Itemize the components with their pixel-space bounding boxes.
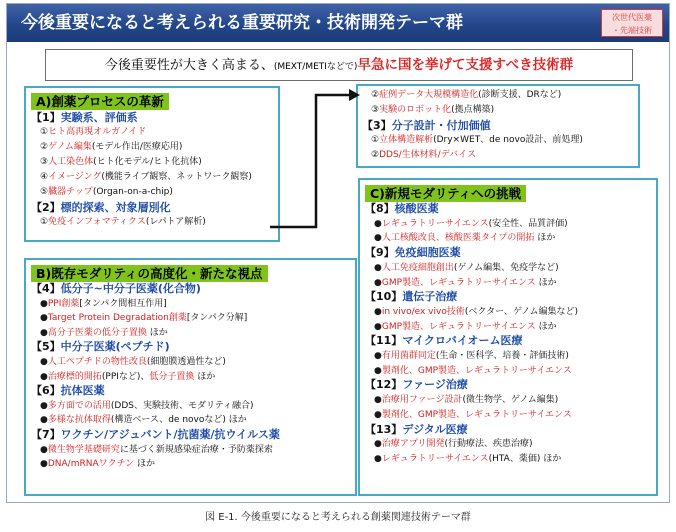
text-segment: (行動療法、疾患治療) bbox=[444, 439, 533, 450]
section-a-continued-box bbox=[356, 84, 640, 168]
text-segment: 【12】 bbox=[365, 378, 403, 392]
text-segment: 標的探索、対象層別化 bbox=[60, 201, 171, 214]
text-segment: ゲノム編集 bbox=[48, 142, 92, 152]
text-segment: in vivo/ex vivo技術 bbox=[381, 306, 465, 317]
seal-line-1: 次世代医薬 bbox=[612, 13, 652, 22]
category-heading bbox=[31, 200, 273, 215]
text-segment: ② bbox=[371, 150, 380, 160]
text-segment: ほか bbox=[534, 233, 556, 244]
text-segment: (DDS、実験技術、モダリティ融合) bbox=[110, 400, 254, 411]
text-segment: (診断支援、DRなど) bbox=[478, 90, 562, 100]
list-item bbox=[31, 311, 350, 326]
text-segment: ● bbox=[40, 298, 48, 309]
text-segment: ファージ治療 bbox=[402, 378, 468, 392]
section-b-box bbox=[24, 258, 357, 496]
text-segment: 多様な抗体取得 bbox=[47, 415, 111, 426]
list-item bbox=[31, 215, 273, 230]
category-heading bbox=[362, 118, 634, 133]
subtitle-emphasis: 早急に国を挙げて支援すべき技術群 bbox=[357, 57, 574, 73]
text-segment: ● bbox=[374, 365, 382, 376]
text-segment: に基づく新規感染症治療・予防薬探索 bbox=[119, 444, 273, 455]
list-item bbox=[31, 125, 273, 140]
list-item bbox=[365, 452, 651, 467]
category-heading bbox=[31, 340, 350, 355]
category-heading bbox=[31, 384, 350, 399]
text-segment: 実験のロボット化 bbox=[379, 105, 452, 115]
text-segment: 有用菌群同定 bbox=[381, 351, 436, 362]
text-segment: 低分子置換 bbox=[149, 371, 195, 382]
text-segment: 臓器チップ bbox=[48, 187, 93, 197]
text-segment: ① bbox=[371, 135, 380, 145]
category-heading bbox=[31, 428, 350, 443]
text-segment: 免疫細胞医薬 bbox=[394, 246, 461, 260]
text-segment: ② bbox=[40, 142, 49, 152]
text-segment: 実験系、評価系 bbox=[60, 111, 138, 124]
text-segment: ● bbox=[40, 313, 48, 324]
text-segment: (モデル作出/医療応用) bbox=[91, 142, 183, 152]
category-heading bbox=[31, 110, 273, 125]
subtitle-note: (MEXT/METIなどで) bbox=[273, 62, 358, 72]
list-item bbox=[31, 140, 273, 155]
list-item bbox=[31, 170, 273, 185]
text-segment: ④ bbox=[40, 172, 49, 182]
text-segment: ② bbox=[371, 90, 380, 100]
text-segment: 微生物学基礎研究 bbox=[47, 444, 120, 455]
list-item bbox=[31, 185, 273, 200]
text-segment: ほか bbox=[146, 327, 168, 338]
text-segment: ほか bbox=[134, 459, 156, 470]
text-segment: (レパトア解析) bbox=[145, 217, 206, 227]
text-segment: (ヒト化モデル/ヒト化抗体) bbox=[93, 157, 202, 167]
list-item bbox=[365, 217, 651, 232]
text-segment: DNA/mRNAワクチン bbox=[47, 459, 135, 470]
list-item bbox=[31, 297, 350, 312]
section-a-lines bbox=[31, 110, 273, 230]
text-segment: (ゲノム編集、免疫学など) bbox=[453, 262, 559, 273]
category-heading bbox=[31, 282, 350, 297]
text-segment: GMP製造、レギュラトリーサイエンス bbox=[381, 277, 536, 288]
text-segment: (生命・医科学、培養・評価技術) bbox=[435, 351, 569, 362]
text-segment: 免疫インフォマティクス bbox=[48, 217, 146, 227]
list-item bbox=[31, 443, 350, 458]
text-segment: ● bbox=[374, 262, 382, 273]
list-item bbox=[365, 393, 651, 408]
text-segment: ● bbox=[40, 459, 48, 470]
text-segment: ● bbox=[40, 444, 48, 455]
subtitle-text: 今後重要性が大きく高まる、 bbox=[104, 58, 274, 73]
list-item bbox=[362, 103, 634, 118]
text-segment: ● bbox=[40, 371, 48, 382]
section-c-title: C)新規モダリティへの挑戦 bbox=[365, 185, 526, 202]
text-segment: 立体構造解析 bbox=[379, 135, 434, 145]
text-segment: 製剤化、GMP製造、レギュラトリーサイエンス bbox=[381, 409, 572, 420]
text-segment: ● bbox=[40, 400, 48, 411]
text-segment: (PPIなど)、 bbox=[101, 371, 150, 382]
text-segment: ● bbox=[40, 415, 48, 426]
section-b-lines bbox=[31, 282, 350, 472]
category-heading bbox=[365, 378, 651, 393]
section-a-box bbox=[24, 86, 280, 242]
text-segment: 症例データ大規模構造化 bbox=[379, 90, 479, 100]
text-segment: [タンパク分解] bbox=[186, 313, 248, 324]
text-segment: ● bbox=[374, 439, 382, 450]
text-segment: ● bbox=[374, 321, 382, 332]
text-segment: 製剤化、GMP製造、レギュラトリーサイエンス bbox=[381, 365, 572, 376]
text-segment: ● bbox=[374, 453, 382, 464]
text-segment: 【6】 bbox=[31, 384, 61, 398]
text-segment: 高分子医薬の低分子置換 bbox=[47, 327, 147, 338]
list-item bbox=[365, 408, 651, 423]
text-segment: 人工染色体 bbox=[48, 157, 94, 167]
text-segment: 分子設計・付加価値 bbox=[391, 119, 491, 132]
text-segment: ● bbox=[374, 409, 382, 420]
text-segment: ③ bbox=[40, 157, 49, 167]
text-segment: (ベクター、ゲノム編集など) bbox=[464, 306, 579, 317]
seal-stamp bbox=[601, 9, 663, 37]
text-segment: ● bbox=[374, 395, 382, 406]
list-item bbox=[365, 364, 651, 379]
text-segment: ● bbox=[374, 277, 382, 288]
text-segment: 治療標的開拓 bbox=[47, 371, 102, 382]
list-item bbox=[31, 370, 350, 385]
text-segment: 人工核酸改良、核酸医薬タイプの開拓 bbox=[381, 233, 535, 244]
section-b-title: B)既存モダリティの高度化・新たな視点 bbox=[31, 265, 268, 282]
seal-line-2: ・先端技術 bbox=[612, 26, 652, 35]
list-item bbox=[362, 88, 634, 103]
text-segment: 低分子~中分子医薬(化合物) bbox=[60, 282, 201, 295]
text-segment: 中分子医薬(ペプチド) bbox=[60, 340, 170, 354]
list-item bbox=[365, 320, 651, 335]
text-segment: (HTA、薬価) ほか bbox=[488, 453, 562, 464]
category-heading bbox=[365, 334, 651, 349]
text-segment: PPI創薬 bbox=[47, 298, 80, 309]
text-segment: (細胞膜透過性など) bbox=[146, 356, 226, 367]
text-segment: 治療アプリ開発 bbox=[381, 439, 445, 450]
list-item bbox=[365, 305, 651, 320]
text-segment: ほか bbox=[194, 371, 216, 382]
text-segment: 【8】 bbox=[365, 202, 395, 215]
text-segment: ほか bbox=[535, 321, 557, 332]
text-segment: ほか bbox=[535, 277, 557, 288]
text-segment: (微生物学、ゲノム編集) bbox=[462, 395, 559, 406]
text-segment: ③ bbox=[371, 105, 380, 115]
text-segment: レギュラトリーサイエンス bbox=[381, 453, 489, 464]
text-segment: 遺伝子治療 bbox=[402, 290, 458, 304]
text-segment: (Organ-on-a-chip) bbox=[92, 187, 173, 197]
text-segment: ● bbox=[374, 351, 382, 362]
list-item bbox=[31, 457, 350, 472]
text-segment: ① bbox=[40, 127, 49, 137]
text-segment: GMP製造、レギュラトリーサイエンス bbox=[381, 321, 536, 332]
text-segment: マイクロバイオーム医療 bbox=[402, 334, 523, 348]
text-segment: 抗体医薬 bbox=[60, 384, 105, 398]
text-segment: 【5】 bbox=[31, 340, 61, 354]
text-segment: ● bbox=[40, 327, 48, 338]
banner-title: 今後重要になると考えられる重要研究・技術開発テーマ群 bbox=[7, 4, 669, 42]
section-c-box bbox=[358, 178, 658, 496]
text-segment: レギュラトリーサイエンス bbox=[381, 218, 489, 229]
subtitle-box bbox=[45, 49, 633, 81]
category-heading bbox=[365, 290, 651, 305]
text-segment: ⑤ bbox=[40, 187, 49, 197]
figure-caption: 図 E-1. 今後重要になると考えられる創薬関連技術テーマ群 bbox=[205, 512, 471, 523]
text-segment: 人工ペプチドの物性改良 bbox=[47, 356, 147, 367]
list-item bbox=[365, 276, 651, 291]
list-item bbox=[362, 133, 634, 148]
text-segment: 【3】 bbox=[362, 119, 392, 132]
list-item bbox=[31, 355, 350, 370]
list-item bbox=[362, 148, 634, 163]
text-segment: ● bbox=[374, 306, 382, 317]
text-segment: 人工免疫細胞創出 bbox=[381, 262, 454, 273]
text-segment: ① bbox=[40, 217, 49, 227]
text-segment: ワクチン/アジュバント/抗菌薬/抗ウイルス薬 bbox=[60, 427, 280, 441]
text-segment: 核酸医薬 bbox=[394, 202, 439, 215]
text-segment: (Dry×WET、de novo設計、前処理) bbox=[433, 135, 583, 145]
text-segment: [タンパク間相互作用] bbox=[79, 298, 167, 309]
text-segment: ● bbox=[374, 233, 382, 244]
text-segment: ● bbox=[40, 356, 48, 367]
text-segment: 多方面での活用 bbox=[47, 400, 111, 411]
text-segment: (構造ベース、de novoなど) ほか bbox=[110, 415, 247, 426]
text-segment: 【11】 bbox=[365, 334, 403, 348]
section-a-title: A)創薬プロセスの革新 bbox=[31, 93, 169, 110]
list-item bbox=[31, 155, 273, 170]
text-segment: Target Protein Degradation創薬 bbox=[47, 313, 187, 324]
list-item bbox=[31, 399, 350, 414]
list-item bbox=[31, 413, 350, 428]
text-segment: イメージング bbox=[48, 172, 102, 182]
list-item bbox=[365, 261, 651, 276]
section-a-continued-lines bbox=[362, 88, 634, 163]
text-segment: (拠点構築) bbox=[451, 105, 495, 115]
text-segment: ● bbox=[374, 218, 382, 229]
category-heading bbox=[365, 246, 651, 261]
text-segment: デジタル医療 bbox=[402, 422, 468, 436]
category-heading bbox=[365, 202, 651, 217]
text-segment: 【1】 bbox=[31, 111, 61, 124]
list-item bbox=[365, 437, 651, 452]
section-c-lines bbox=[365, 202, 651, 467]
text-segment: 【10】 bbox=[365, 290, 403, 304]
list-item bbox=[31, 326, 350, 341]
text-segment: 【2】 bbox=[31, 201, 61, 214]
text-segment: ヒト高再現オルガノイド bbox=[48, 127, 147, 137]
text-segment: 治療用ファージ設計 bbox=[381, 395, 463, 406]
text-segment: DDS/生体材料/デバイス bbox=[379, 150, 477, 160]
text-segment: (安全性、品質評価) bbox=[488, 218, 568, 229]
text-segment: 【13】 bbox=[365, 422, 403, 436]
text-segment: (機能ライブ観察、ネットワーク観察) bbox=[101, 172, 252, 182]
text-segment: 【9】 bbox=[365, 246, 395, 260]
category-heading bbox=[365, 423, 651, 438]
list-item bbox=[365, 231, 651, 246]
text-segment: 【4】 bbox=[31, 282, 61, 295]
text-segment: 【7】 bbox=[31, 427, 61, 441]
list-item bbox=[365, 349, 651, 364]
